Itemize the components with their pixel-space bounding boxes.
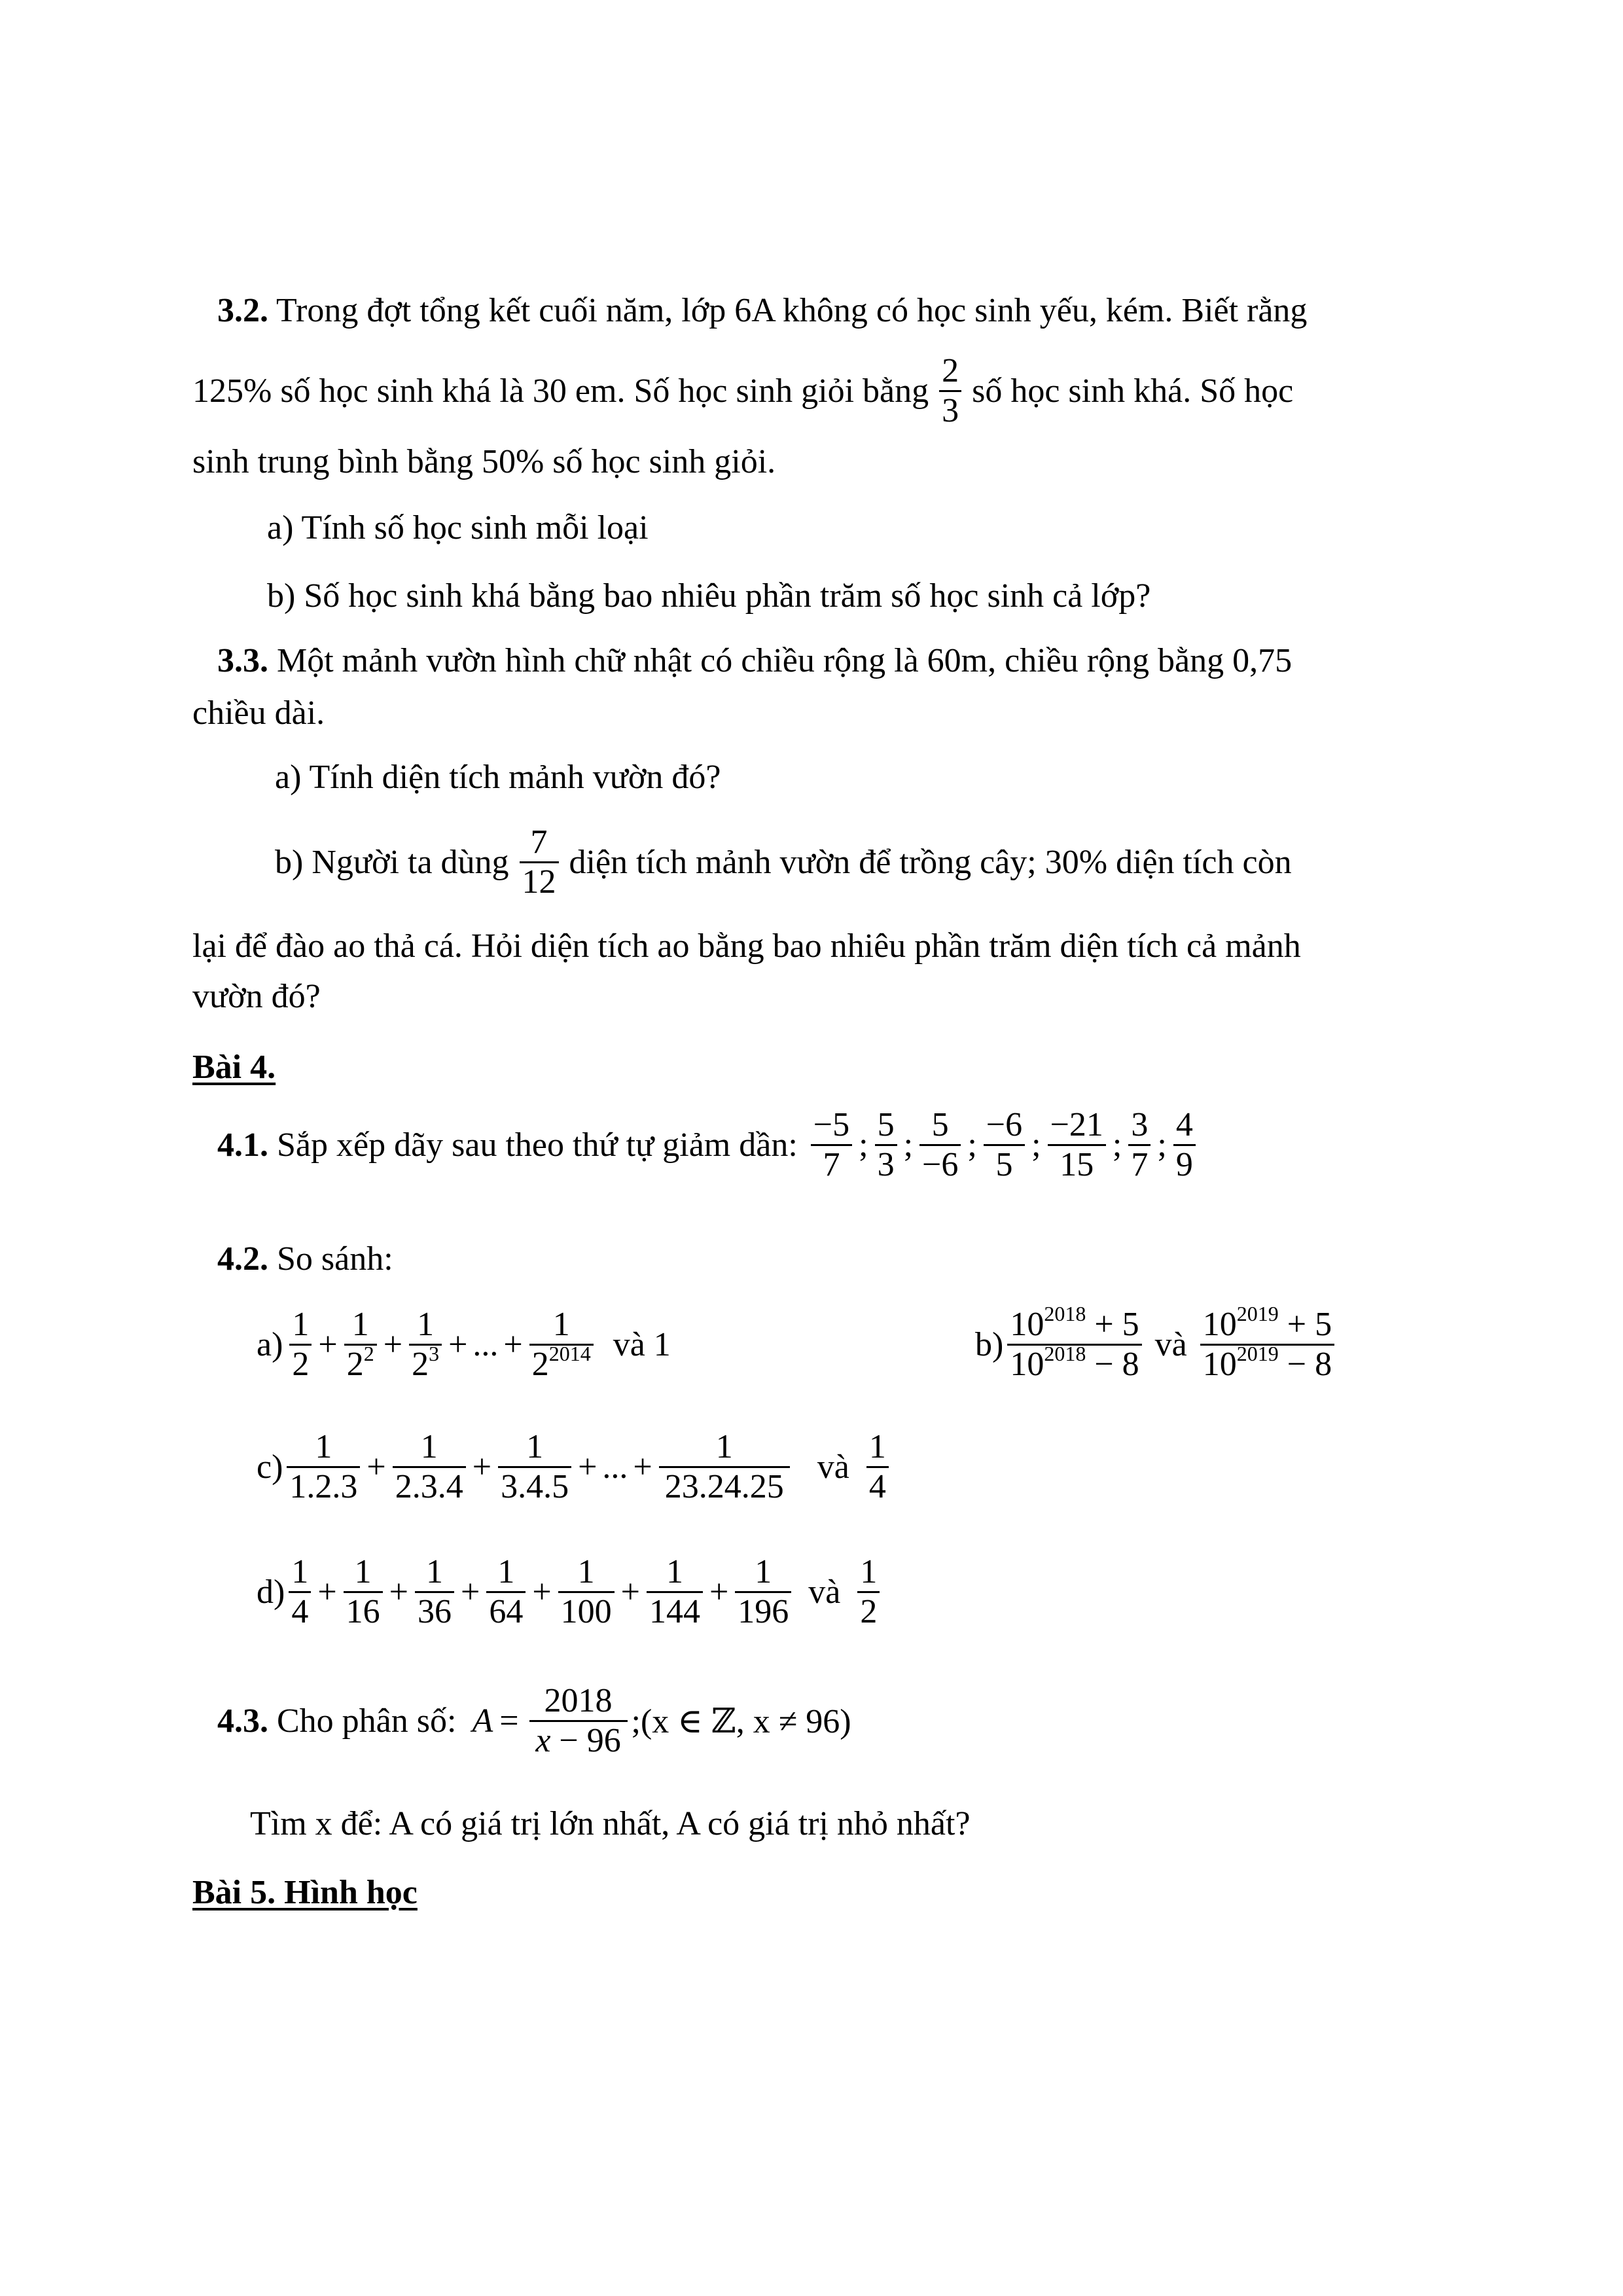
sum-term	[409, 1306, 442, 1384]
sequence-fraction	[1128, 1106, 1150, 1184]
compare-text: và	[817, 1448, 849, 1486]
base: 10	[1202, 1346, 1237, 1384]
problem-4-1-text	[217, 1126, 798, 1164]
problem-3-2-part-b: b) Số học sinh khá bằng bao nhiêu phần trăm số học sinh cả lớp?	[267, 577, 1151, 615]
fraction-denominator	[529, 1342, 594, 1384]
fraction-numerator: −21	[1048, 1106, 1106, 1146]
fraction-numerator: 1	[344, 1306, 377, 1346]
fraction-two-thirds	[939, 352, 961, 430]
section-heading-bai-5: Bài 5. Hình học	[192, 1874, 418, 1911]
fraction-numerator: 1	[289, 1553, 311, 1593]
problem-3-2-text-2a: 125% số học sinh khá là 30 em. Số học sinh giỏi bằng	[192, 372, 929, 410]
plus-sign: +	[503, 1326, 523, 1364]
plus-sign: +	[383, 1326, 403, 1364]
fraction-numerator: 1	[486, 1553, 526, 1593]
sequence-fraction	[811, 1106, 852, 1184]
sum-term	[344, 1553, 383, 1631]
fraction-one-half	[857, 1553, 880, 1631]
plus-sign: +	[532, 1573, 552, 1611]
fraction-denominator: 3.4.5	[501, 1468, 569, 1506]
problem-3-2-line-1	[217, 294, 1307, 328]
problem-3-2-label: 3.2.	[217, 292, 268, 329]
problem-4-1-label: 4.1.	[217, 1126, 268, 1164]
problem-3-2-line-3: sinh trung bình bằng 50% số học sinh giỏi.	[192, 443, 776, 480]
fraction-denominator: 4	[868, 1468, 886, 1506]
sequence-fraction	[1173, 1106, 1196, 1184]
sum-term	[659, 1428, 790, 1506]
plus-sign: +	[318, 1326, 338, 1364]
problem-4-2-heading	[217, 1242, 393, 1276]
problem-3-2-part-a: a) Tính số học sinh mỗi loại	[267, 509, 649, 547]
fraction-denominator: 3	[877, 1146, 895, 1184]
fraction-numerator: 1	[498, 1428, 571, 1468]
plus-sign: +	[633, 1448, 652, 1486]
separator: ;	[859, 1126, 868, 1164]
base: 10	[1202, 1306, 1237, 1343]
fraction-numerator: 4	[1173, 1106, 1196, 1146]
compare-text: và	[1154, 1326, 1187, 1364]
fraction-denominator: 7	[1131, 1146, 1149, 1184]
plus-sign: +	[709, 1573, 729, 1611]
plus-sign: +	[578, 1448, 597, 1486]
fraction-one-quarter	[866, 1428, 889, 1506]
plus-sign: +	[389, 1573, 408, 1611]
exponent: 3	[429, 1342, 440, 1366]
sequence-fraction	[919, 1106, 961, 1184]
plus-sign: +	[366, 1448, 386, 1486]
fraction-b-right	[1200, 1302, 1334, 1384]
problem-4-2-a	[257, 1306, 671, 1384]
problem-4-2-c	[257, 1428, 893, 1506]
fraction-denominator: 15	[1060, 1146, 1094, 1184]
fraction-numerator	[1200, 1302, 1334, 1346]
part-prefix: d)	[257, 1573, 285, 1611]
fraction-denominator: 5	[995, 1146, 1013, 1184]
fraction-denominator	[409, 1342, 442, 1384]
fraction-denominator: 36	[417, 1593, 452, 1631]
equals-sign: =	[499, 1702, 519, 1740]
fraction-numerator: 1	[659, 1428, 790, 1468]
sum-term	[287, 1428, 360, 1506]
problem-3-2-text-1: Trong đợt tổng kết cuối năm, lớp 6A không có học sinh yếu, kém. Biết rằng	[268, 292, 1308, 329]
fraction-numerator: 1	[287, 1428, 360, 1468]
base: 10	[1010, 1346, 1044, 1384]
problem-3-2-line-2	[192, 352, 1293, 430]
fraction-b-left	[1007, 1302, 1141, 1384]
sequence-fraction	[1048, 1106, 1106, 1184]
problem-4-3-label: 4.3.	[217, 1702, 268, 1740]
fraction-denominator: −6	[922, 1146, 959, 1184]
part-prefix: c)	[257, 1448, 283, 1486]
base: 2	[346, 1346, 364, 1384]
fraction-denominator	[529, 1722, 628, 1760]
fraction-denominator: 4	[291, 1593, 309, 1631]
problem-4-2-d	[257, 1553, 883, 1631]
problem-4-1	[217, 1106, 1200, 1184]
fraction-numerator: 7	[520, 823, 559, 863]
sum-term	[647, 1553, 703, 1631]
separator: ;	[1112, 1126, 1122, 1164]
plus-sign: +	[460, 1573, 480, 1611]
fraction-numerator: −6	[984, 1106, 1025, 1146]
fraction-numerator: 1	[529, 1306, 594, 1346]
problem-4-3	[217, 1682, 851, 1760]
sum-term	[289, 1553, 311, 1631]
fraction-denominator	[1007, 1342, 1141, 1384]
problem-4-2-label: 4.2.	[217, 1240, 268, 1278]
sum-term	[529, 1306, 594, 1384]
fraction-denominator: 7	[823, 1146, 840, 1184]
sum-term	[289, 1306, 312, 1384]
fraction-numerator: 1	[289, 1306, 312, 1346]
compare-text: và 1	[613, 1326, 671, 1364]
fraction-numerator: 5	[919, 1106, 961, 1146]
plus-sign: +	[317, 1573, 337, 1611]
compare-text: và	[808, 1573, 841, 1611]
problem-4-3-prompt: Cho phân số:	[268, 1702, 457, 1740]
fraction-denominator: 64	[489, 1593, 524, 1631]
fraction-denominator: 1.2.3	[289, 1468, 358, 1506]
problem-3-3-text-1: Một mảnh vườn hình chữ nhật có chiều rộng là 60m, chiều rộng bằng 0,75	[268, 642, 1293, 679]
fraction-denominator: 100	[560, 1593, 612, 1631]
fraction-denominator	[344, 1342, 377, 1384]
sum-term	[558, 1553, 615, 1631]
term: − 8	[1278, 1346, 1332, 1384]
part-prefix: a)	[257, 1326, 283, 1364]
exponent: 2014	[548, 1342, 591, 1366]
base: 2	[412, 1346, 429, 1384]
term: − 8	[1086, 1346, 1139, 1384]
fraction-denominator: 2	[860, 1593, 878, 1631]
fraction-denominator	[1200, 1342, 1334, 1384]
fraction-denominator: 144	[649, 1593, 700, 1631]
ellipsis: ...	[602, 1448, 628, 1486]
exponent: 2018	[1044, 1342, 1086, 1366]
separator: ;	[903, 1126, 914, 1164]
separator: ;	[967, 1126, 977, 1164]
problem-4-3-question: Tìm x để: A có giá trị lớn nhất, A có giá trị nhỏ nhất?	[250, 1805, 971, 1842]
problem-3-3-part-b	[275, 823, 1292, 901]
sequence-fraction	[984, 1106, 1025, 1184]
variable-x: x	[535, 1722, 551, 1760]
fraction-a	[529, 1682, 628, 1760]
fraction-numerator: 1	[415, 1553, 454, 1593]
plus-sign: +	[472, 1448, 492, 1486]
fraction-numerator: 1	[735, 1553, 791, 1593]
fraction-numerator: 5	[875, 1106, 897, 1146]
term: + 5	[1278, 1306, 1332, 1343]
fraction-denominator: 12	[522, 863, 556, 901]
problem-3-2-text-2b: số học sinh khá. Số học	[972, 372, 1294, 410]
base: 2	[531, 1346, 549, 1384]
fraction-numerator: −5	[811, 1106, 852, 1146]
sum-term	[486, 1553, 526, 1631]
exponent: 2	[363, 1342, 374, 1366]
sum-term	[735, 1553, 791, 1631]
fraction-denominator: 23.24.25	[664, 1468, 784, 1506]
problem-3-3-text-b1: b) Người ta dùng	[275, 844, 509, 882]
fraction-numerator: 1	[558, 1553, 615, 1593]
problem-4-2-b	[975, 1302, 1338, 1384]
variable-a: A	[472, 1702, 493, 1740]
plus-sign: +	[448, 1326, 468, 1364]
term: + 5	[1086, 1306, 1139, 1343]
problem-3-3-label: 3.3.	[217, 642, 268, 679]
part-prefix: b)	[975, 1326, 1004, 1364]
problem-4-1-prompt: Sắp xếp dãy sau theo thứ tự giảm dần:	[268, 1126, 798, 1164]
fraction-numerator	[1007, 1302, 1141, 1346]
fraction-numerator: 1	[344, 1553, 383, 1593]
sum-term	[393, 1428, 466, 1506]
problem-3-3-line-1	[217, 644, 1292, 678]
exponent: 2019	[1236, 1302, 1279, 1325]
sum-term	[498, 1428, 571, 1506]
problem-3-3-text-b2: diện tích mảnh vườn để trồng cây; 30% diện tích còn	[569, 844, 1292, 882]
fraction-numerator: 1	[409, 1306, 442, 1346]
fraction-numerator: 1	[647, 1553, 703, 1593]
fraction-numerator: 1	[857, 1553, 880, 1593]
problem-3-3-line-4: lại để đào ao thả cá. Hỏi diện tích ao bằng bao nhiêu phần trăm diện tích cả mảnh	[192, 927, 1301, 965]
problem-3-3-line-2: chiều dài.	[192, 694, 325, 732]
fraction-denominator: 196	[738, 1593, 789, 1631]
fraction-seven-twelfths	[520, 823, 559, 901]
sum-term	[344, 1306, 377, 1384]
term: − 96	[550, 1722, 621, 1760]
condition: ;(x ∈ ℤ, x ≠ 96)	[631, 1702, 851, 1740]
exponent: 2018	[1044, 1302, 1086, 1325]
plus-sign: +	[620, 1573, 640, 1611]
fraction-numerator: 2018	[529, 1682, 628, 1722]
fraction-denominator: 9	[1175, 1146, 1193, 1184]
fraction-numerator: 2	[939, 352, 961, 392]
problem-4-3-text	[217, 1702, 456, 1740]
fraction-denominator: 2	[292, 1346, 310, 1384]
separator: ;	[1157, 1126, 1167, 1164]
sum-term	[415, 1553, 454, 1631]
fraction-numerator: 3	[1128, 1106, 1150, 1146]
problem-3-3-line-5: vườn đó?	[192, 978, 321, 1015]
fraction-denominator: 3	[942, 392, 959, 430]
sequence-fraction	[875, 1106, 897, 1184]
fraction-numerator: 1	[393, 1428, 466, 1468]
section-heading-bai-4: Bài 4.	[192, 1049, 276, 1086]
fraction-numerator: 1	[866, 1428, 889, 1468]
problem-3-3-part-a: a) Tính diện tích mảnh vườn đó?	[275, 759, 721, 796]
separator: ;	[1031, 1126, 1041, 1164]
base: 10	[1010, 1306, 1044, 1343]
problem-4-2-prompt: So sánh:	[268, 1240, 393, 1278]
exponent: 2019	[1236, 1342, 1279, 1366]
fraction-denominator: 16	[346, 1593, 380, 1631]
ellipsis: ...	[473, 1326, 499, 1364]
fraction-denominator: 2.3.4	[395, 1468, 463, 1506]
